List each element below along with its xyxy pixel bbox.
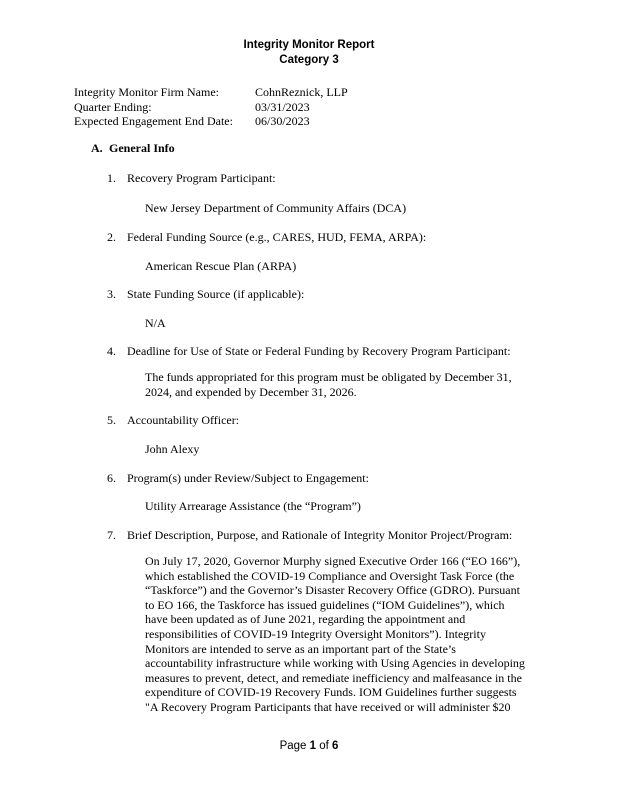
item-description-paragraph — [145, 554, 555, 715]
item-number: 4. — [107, 344, 116, 358]
item-answer: The funds appropriated for this program must be obligated by December 31, — [145, 370, 512, 384]
item-number: 7. — [107, 528, 116, 542]
list-item — [107, 344, 511, 359]
item-question: Program(s) under Review/Subject to Engagement: — [127, 471, 369, 485]
info-value: 06/30/2023 — [255, 114, 310, 128]
info-value: CohnReznick, LLP — [255, 85, 348, 99]
item-question: State Funding Source (if applicable): — [127, 287, 305, 301]
item-number: 2. — [107, 230, 116, 244]
page-of: of — [319, 740, 329, 752]
report-title: Integrity Monitor Report — [243, 39, 375, 51]
info-label: Integrity Monitor Firm Name: — [74, 85, 219, 99]
section-letter: A. — [91, 141, 103, 155]
info-row-firm-name — [74, 85, 348, 100]
item-answer: John Alexy — [145, 442, 200, 456]
paragraph-line: accountability infrastructure while working with Using Agencies in developing — [145, 656, 525, 671]
info-label: Expected Engagement End Date: — [74, 114, 233, 128]
item-number: 5. — [107, 413, 116, 427]
paragraph-line: "A Recovery Program Participants that have received or will administer $20 — [145, 699, 511, 714]
section-title: General Info — [109, 141, 175, 155]
item-number: 3. — [107, 287, 116, 301]
section-heading — [91, 141, 175, 156]
list-item — [107, 287, 304, 302]
info-row-quarter-ending — [74, 100, 348, 115]
item-answer: New Jersey Department of Community Affairs (DCA) — [145, 201, 407, 215]
page-word: Page — [279, 740, 307, 752]
item-answer: Utility Arrearage Assistance (the “Program”) — [145, 499, 361, 513]
report-category: Category 3 — [279, 54, 339, 66]
list-item — [107, 471, 369, 486]
list-item — [107, 171, 276, 186]
page-number-footer — [0, 739, 618, 754]
page-total: 6 — [332, 740, 339, 752]
paragraph-line: Monitors are intended to serve as an important part of the State’s — [145, 641, 456, 656]
list-item — [107, 413, 239, 428]
paragraph-line: expenditure of COVID-19 Recovery Funds. IOM Guidelines further suggests — [145, 685, 517, 700]
info-row-engagement-end — [74, 114, 348, 129]
item-question: Accountability Officer: — [127, 413, 240, 427]
engagement-info-table — [74, 85, 348, 129]
paragraph-line: measures to prevent, detect, and remediate inefficiency and malfeasance in the — [145, 670, 522, 685]
paragraph-line: On July 17, 2020, Governor Murphy signed Executive Order 166 (“EO 166”), — [145, 554, 521, 568]
info-value: 03/31/2023 — [255, 99, 310, 114]
list-item — [107, 528, 512, 543]
paragraph-line: “Taskforce”) and the Governor’s Disaster Recovery Office (GDRO). Pursuant — [145, 583, 520, 598]
paragraph-line: have been updated as of June 2021, regarding the appointment and — [145, 612, 466, 627]
item-answer: N/A — [145, 316, 166, 330]
paragraph-line: which established the COVID-19 Compliance and Oversight Task Force (the — [145, 568, 515, 583]
item-question: Brief Description, Purpose, and Rationale of Integrity Monitor Project/Program: — [127, 528, 513, 542]
item-question: Deadline for Use of State or Federal Funding by Recovery Program Participant: — [127, 344, 511, 358]
info-label: Quarter Ending: — [74, 99, 152, 114]
item-question: Federal Funding Source (e.g., CARES, HUD, FEMA, ARPA): — [127, 230, 427, 244]
item-answer: 2024, and expended by December 31, 2026. — [145, 385, 357, 399]
item-answer: American Rescue Plan (ARPA) — [145, 259, 297, 273]
item-number: 1. — [107, 171, 116, 185]
paragraph-line: to EO 166, the Taskforce has issued guidelines (“IOM Guidelines”), which — [145, 597, 505, 612]
item-number: 6. — [107, 471, 116, 485]
item-question: Recovery Program Participant: — [127, 171, 276, 185]
paragraph-line: responsibilities of COVID-19 Integrity Oversight Monitors”). Integrity — [145, 626, 486, 641]
page-current: 1 — [309, 740, 317, 752]
list-item — [107, 230, 426, 245]
